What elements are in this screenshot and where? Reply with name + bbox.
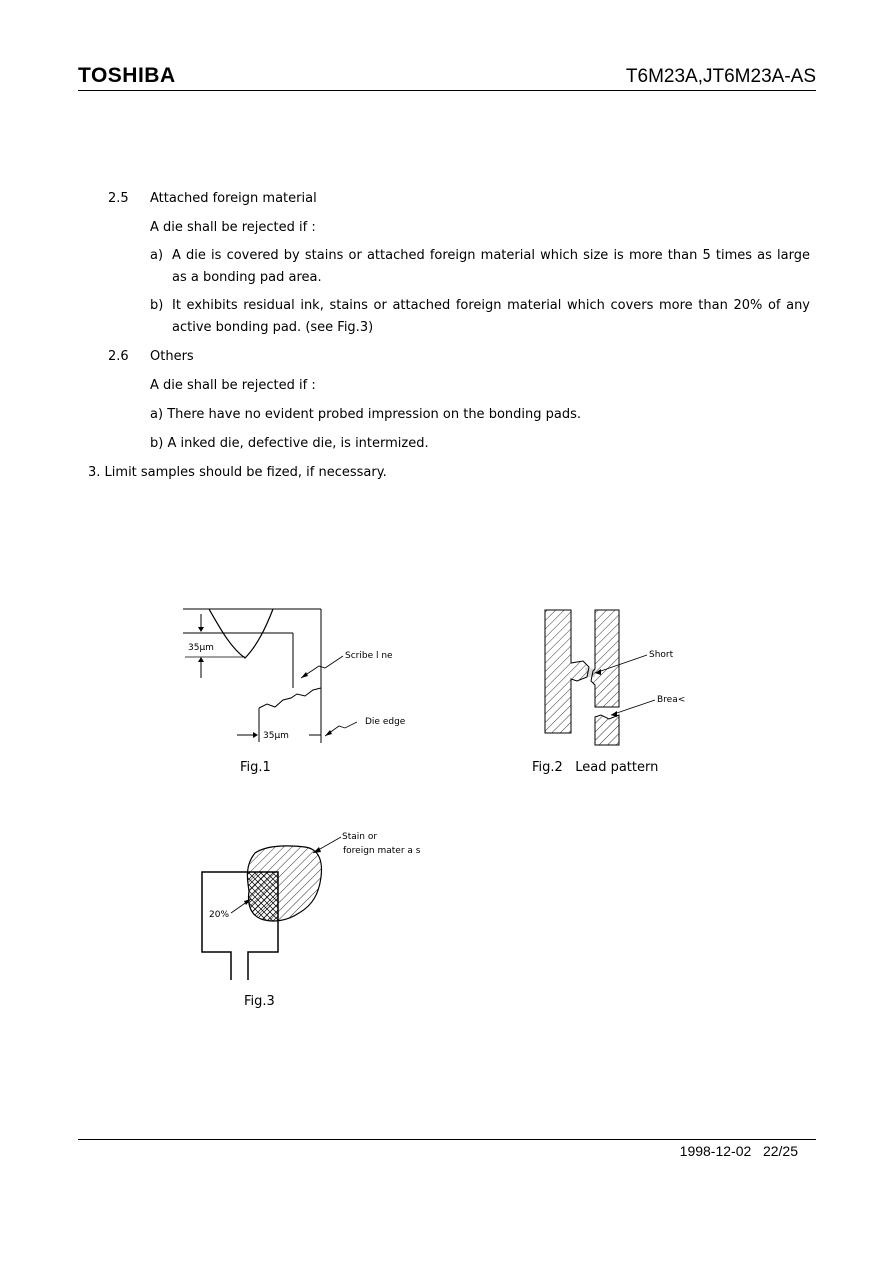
item-label: a) <box>150 407 164 422</box>
section-2-5-number: 2.5 <box>108 191 129 206</box>
footer-info <box>680 1143 798 1159</box>
item-text: There have no evident probed impression on the bonding pads. <box>167 407 581 422</box>
footer-date: 1998-12-02 <box>679 1143 752 1159</box>
item-text: A inked die, defective die, is intermized. <box>167 436 429 451</box>
figure-2-diagram <box>535 605 715 750</box>
section-2-6-item-a <box>150 406 581 424</box>
item-text: It exhibits residual ink, stains or attached foreign material which covers more than 20% of any active bonding pad. (see Fig.3) <box>172 298 810 335</box>
document-id: T6M23A,JT6M23A-AS <box>625 66 816 87</box>
fig2-right-lead-lower <box>595 715 619 745</box>
fig1-scribe-jag <box>259 688 321 708</box>
item-label: b) <box>150 298 164 313</box>
fig3-label-line2: foreign mater a s <box>343 846 421 856</box>
fig2-label-short: Short <box>649 650 674 660</box>
section-2-5-intro: A die shall be rejected if : <box>150 220 316 235</box>
figure-3-caption: Fig.3 <box>244 994 275 1009</box>
section-2-5-title: Attached foreign material <box>150 191 317 206</box>
fig2-left-lead <box>545 610 589 733</box>
item-text: A die is covered by stains or attached foreign material which size is more than 5 times as large as a bonding pad area. <box>172 248 810 285</box>
fig2-label-break: Brea< <box>657 695 686 705</box>
section-3-text: Limit samples should be fized, if necessary. <box>104 465 387 480</box>
figure-2-caption: Fig.2 <box>532 760 563 775</box>
footer-rule <box>78 1139 816 1140</box>
header-rule <box>78 90 816 91</box>
brand-logo: TOSHIBA <box>78 64 176 87</box>
section-3-number: 3. <box>88 465 101 480</box>
figure-2-title: Lead pattern <box>575 760 659 775</box>
section-3 <box>88 464 387 482</box>
figure-3-diagram <box>195 825 445 985</box>
fig1-dim-vertical: 35μm <box>188 643 214 653</box>
section-2-6-intro: A die shall be rejected if : <box>150 378 316 393</box>
section-2-5-item-a <box>150 245 810 289</box>
section-2-6-number: 2.6 <box>108 349 129 364</box>
section-2-5-item-b <box>150 295 810 339</box>
fig3-label-line1: Stain or <box>342 832 378 842</box>
item-label: a) <box>150 248 164 263</box>
fig1-label-die-edge: Die edge <box>365 717 406 727</box>
fig3-label-pct: 20% <box>209 910 230 920</box>
footer-page: 22/25 <box>762 1143 798 1159</box>
fig1-dim-horizontal: 35μm <box>263 731 289 741</box>
fig2-right-lead-upper <box>591 610 619 707</box>
fig1-label-scribe: Scribe l ne <box>345 651 393 661</box>
figure-1-caption: Fig.1 <box>240 760 271 775</box>
figure-1-diagram <box>175 600 435 750</box>
figure-2-caption-row <box>532 760 658 775</box>
section-2-6-item-b <box>150 435 429 453</box>
item-label: b) <box>150 436 164 451</box>
section-2-6-title: Others <box>150 349 194 364</box>
